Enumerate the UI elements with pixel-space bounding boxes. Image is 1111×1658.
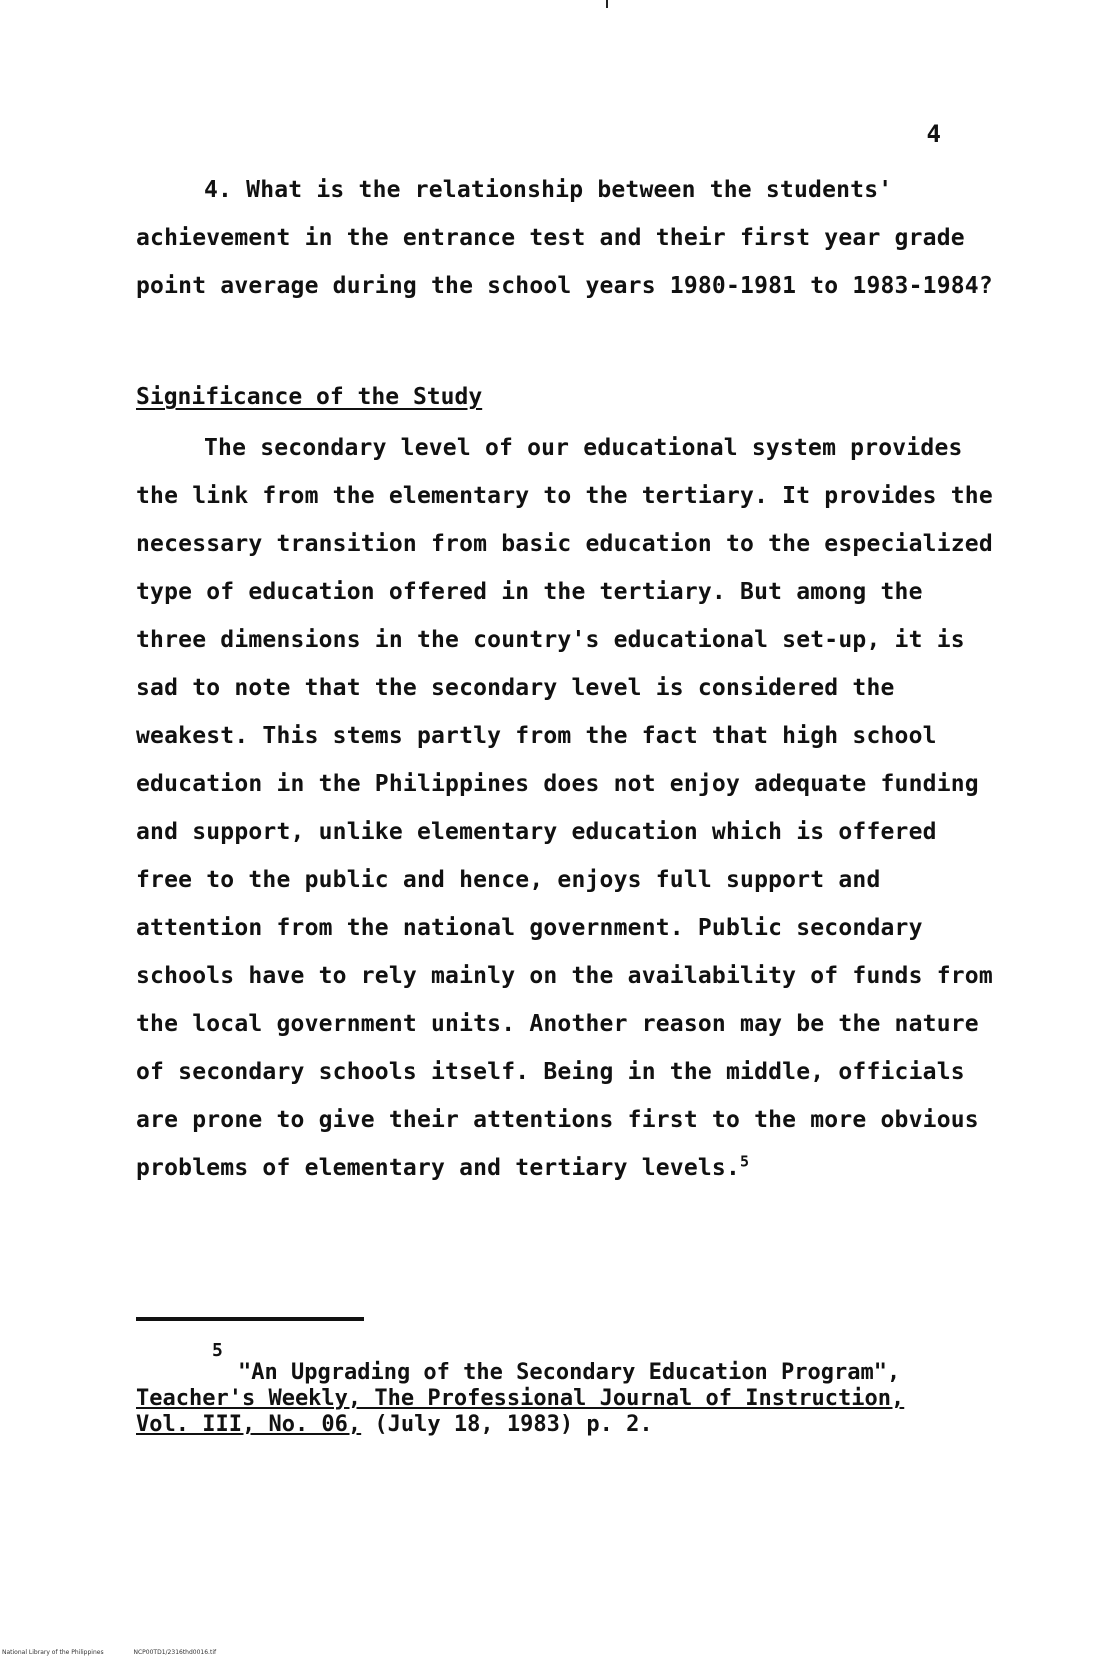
footnote-volume: Vol. III, No. 06,: [136, 1412, 362, 1437]
page-number: 4: [926, 120, 941, 148]
significance-paragraph: [136, 424, 996, 1192]
footnote-line-2: Teacher's Weekly, The Professional Journal of Instruction,: [136, 1386, 905, 1411]
library-file-code: NCP00TD1/2316thd0016.tif: [133, 1649, 217, 1656]
top-edge-mark: [606, 0, 608, 8]
library-institution: National Library of the Philippines: [2, 1649, 104, 1656]
footnote: [136, 1360, 996, 1438]
research-question-4: 4. What is the relationship between the students' achievement in the entrance test and their first year grade point average during the school years 1980-1981 to 1983-1984?: [136, 177, 993, 299]
footnote-separator-rule: [136, 1317, 364, 1321]
footnote-date-page: (July 18, 1983) p. 2.: [361, 1412, 653, 1437]
footnote-line-3: [136, 1412, 996, 1438]
footnote-reference: 5: [740, 1152, 750, 1171]
library-archive-strip: [2, 1649, 216, 1656]
footnote-marker: 5: [212, 1340, 223, 1361]
footnote-line-1: "An Upgrading of the Secondary Education Program",: [238, 1360, 901, 1385]
significance-paragraph-text: The secondary level of our educational system provides the link from the elementary to the tertiary. It provides the necessary transition from basic education to the especialized type of education offered in the tertiary. But among the three dimensions in the country's educational set-up, it is sad to note that the secondary level is considered the weakest. This stems partly from the fact that high school education in the Philippines does not enjoy adequate funding and support, unlike elementary education which is offered free to the public and hence, enjoys full support and attention from the national government. Public secondary schools have to rely mainly on the availability of funds from the local government units. Another reason may be the nature of secondary schools itself. Being in the middle, officials are prone to give their attentions first to the more obvious problems of elementary and tertiary levels.: [136, 435, 993, 1181]
section-heading-significance: Significance of the Study: [136, 384, 483, 410]
